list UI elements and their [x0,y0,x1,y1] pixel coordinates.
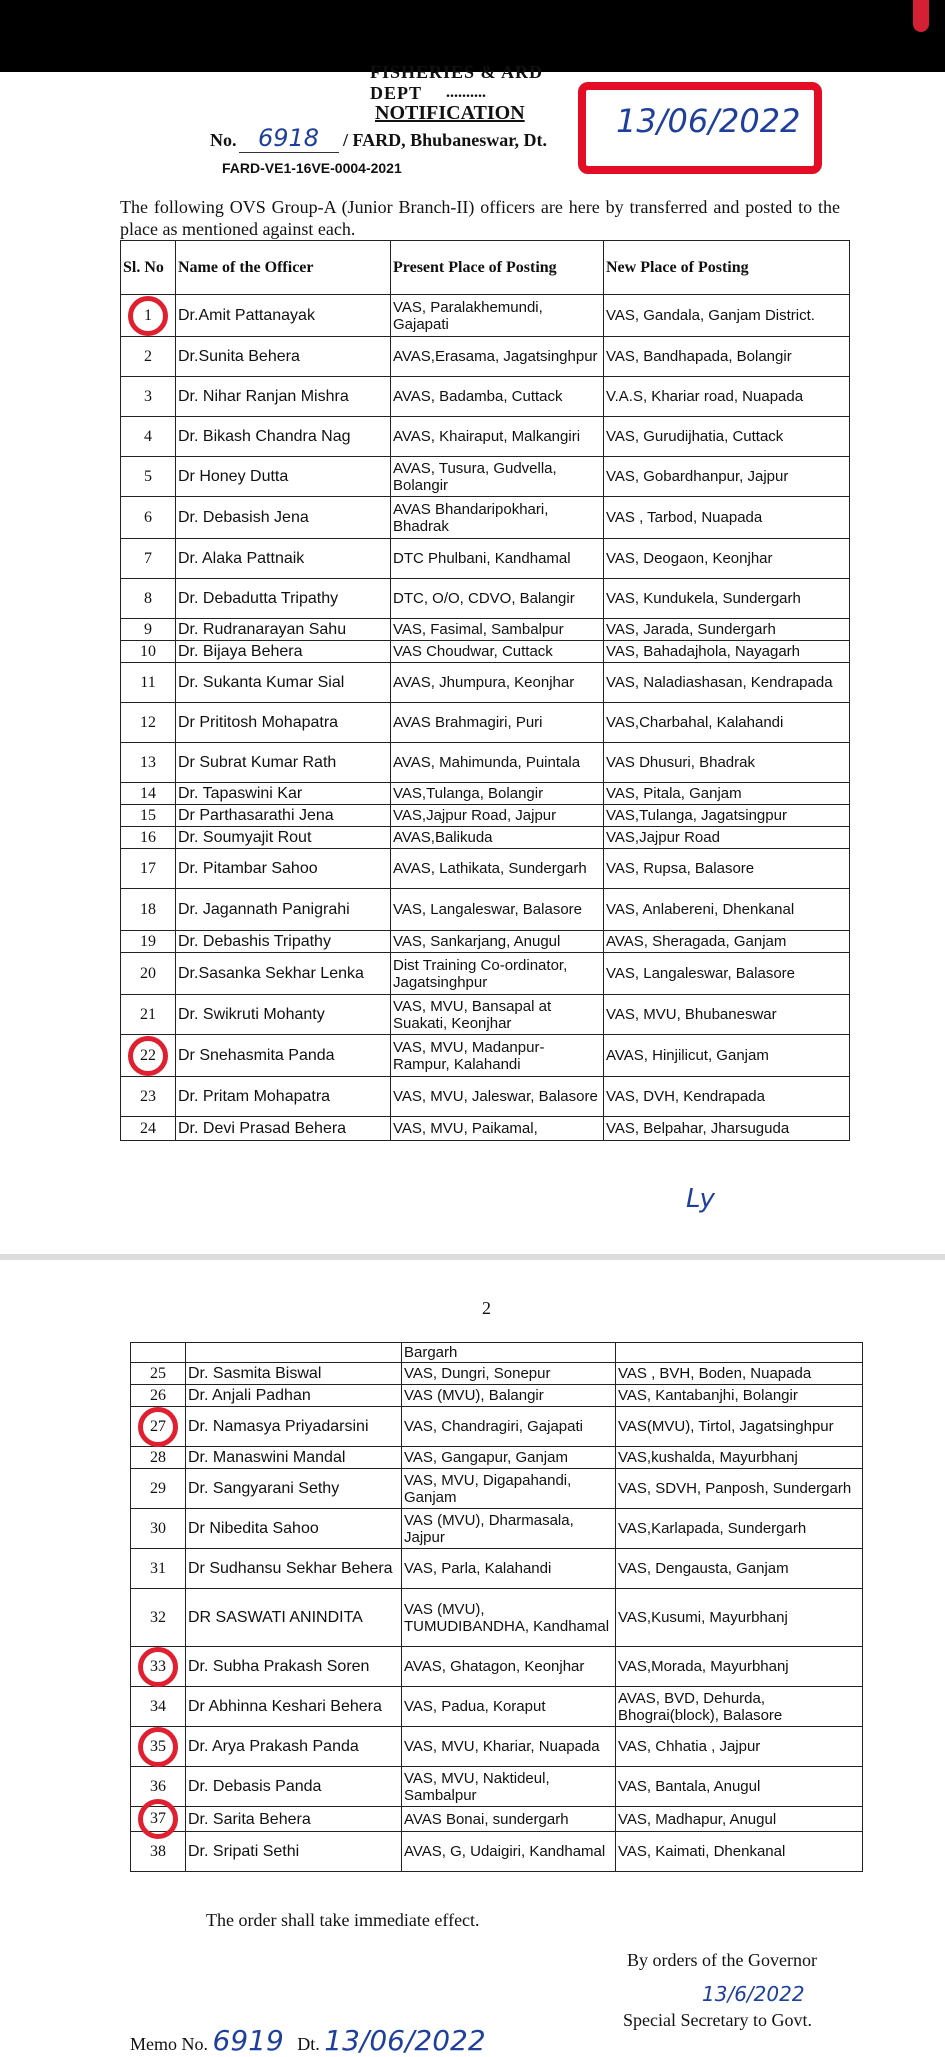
reference-code: FARD-VE1-16VE-0004-2021 [222,160,402,176]
present-posting: VAS, MVU, Digapahandi, Ganjam [402,1469,616,1509]
new-posting: VAS, Anlabereni, Dhenkanal [604,889,850,931]
new-posting: VAS, Kantabanjhi, Bolangir [616,1385,863,1407]
present-posting: VAS, Chandragiri, Gajapati [402,1407,616,1447]
order-statement: The order shall take immediate effect. [206,1910,480,1930]
table-header-row [121,241,850,295]
present-posting: VAS, Paralakhemundi, Gajapati [391,295,604,337]
present-posting: VAS, Padua, Koraput [402,1687,616,1727]
table-row [121,1077,850,1117]
officer-name: Dr Abhinna Keshari Behera [186,1687,402,1727]
present-posting: AVAS, G, Udaigiri, Kandhamal [402,1832,616,1872]
special-secretary-text: Special Secretary to Govt. [623,2010,812,2030]
sl-cell: 4 [121,417,176,457]
officer-name: Dr. Debadutta Tripathy [176,579,391,619]
officer-name: Dr.Sunita Behera [176,337,391,377]
sl-cell: 18 [121,889,176,931]
new-posting: VAS, Gandala, Ganjam District. [604,295,850,337]
officers-table-page1 [120,240,850,1141]
table-row [121,337,850,377]
officer-name: Dr. Bikash Chandra Nag [176,417,391,457]
officer-name: Dr. Pritam Mohapatra [176,1077,391,1117]
officer-name: Dr. Sukanta Kumar Sial [176,663,391,703]
notification-number: 6918 [239,124,339,153]
present-posting: AVAS, Tusura, Gudvella, Bolangir [391,457,604,497]
new-posting: VAS,Karlapada, Sundergarh [616,1509,863,1549]
sl-cell: 34 [131,1687,186,1727]
officer-name: Dr. Rudranarayan Sahu [176,619,391,641]
new-posting: VAS, Belpahar, Jharsuguda [604,1117,850,1141]
table-row [121,619,850,641]
sl-cell: 23 [121,1077,176,1117]
handwritten-date: 13/06/2022 [616,102,801,140]
sl-cell: 13 [121,743,176,783]
officer-name: Dr. Soumyajit Rout [176,827,391,849]
officer-name: Dr. Debasis Panda [186,1767,402,1807]
new-posting: VAS, Madhapur, Anugul [616,1807,863,1832]
table-row [121,641,850,663]
sl-cell [131,1407,186,1447]
new-posting: VAS, SDVH, Panposh, Sundergarh [616,1469,863,1509]
new-posting: VAS,Charbahal, Kalahandi [604,703,850,743]
sl-cell: 7 [121,539,176,579]
sl-cell: 10 [121,641,176,663]
new-posting: VAS, Chhatia , Jajpur [616,1727,863,1767]
officer-name: Dr Parthasarathi Jena [176,805,391,827]
new-posting: AVAS, Hinjilicut, Ganjam [604,1035,850,1077]
present-posting: AVAS, Jhumpura, Keonjhar [391,663,604,703]
header-slno: Sl. No [121,241,176,295]
table-row [131,1385,863,1407]
officer-name: Dr.Sasanka Sekhar Lenka [176,953,391,995]
new-posting: VAS, Dengausta, Ganjam [616,1549,863,1589]
present-posting: DTC Phulbani, Kandhamal [391,539,604,579]
new-posting: VAS, Kaimati, Dhenkanal [616,1832,863,1872]
officer-name: Dr. Debasish Jena [176,497,391,539]
officers-table-page2 [130,1342,863,1872]
new-posting: VAS, Gobardhanpur, Jajpur [604,457,850,497]
table-row [121,417,850,457]
table-row [121,377,850,417]
memo-line: Memo No. 6919 Dt. 13/06/2022 [130,2024,486,2057]
sl-cell: 19 [121,931,176,953]
red-scroll-mark [913,0,929,32]
present-posting: AVAS Bhandaripokhari, Bhadrak [391,497,604,539]
officer-name: Dr.Amit Pattanayak [176,295,391,337]
table-row [121,295,850,337]
table-row [121,539,850,579]
table-row [121,1035,850,1077]
sl-cell: 32 [131,1589,186,1647]
notification-number-line [210,124,547,153]
officer-name: Dr. Sasmita Biswal [186,1363,402,1385]
present-posting: VAS Choudwar, Cuttack [391,641,604,663]
present-posting: VAS (MVU), TUMUDIBANDHA, Kandhamal [402,1589,616,1647]
present-posting: AVAS Bonai, sundergarh [402,1807,616,1832]
table-row [121,849,850,889]
table-row [121,497,850,539]
memo-number: 6919 [212,2024,284,2057]
new-posting: VAS, Gurudijhatia, Cuttack [604,417,850,457]
header-present: Present Place of Posting [391,241,604,295]
signature-date: 13/6/2022 [702,1982,805,2006]
new-posting: VAS, Jarada, Sundergarh [604,619,850,641]
new-posting: VAS, Bandhapada, Bolangir [604,337,850,377]
present-posting: VAS, MVU, Madanpur-Rampur, Kalahandi [391,1035,604,1077]
sl-cell: 26 [131,1385,186,1407]
sl-cell: 21 [121,995,176,1035]
sl-cell: 5 [121,457,176,497]
document-page-1 [0,62,945,1254]
red-circle-annotation: 22 [128,1036,168,1076]
officer-name: Dr Snehasmita Panda [176,1035,391,1077]
officer-name: Dr. Jagannath Panigrahi [176,889,391,931]
officer-name: Dr. Arya Prakash Panda [186,1727,402,1767]
present-posting: VAS, Dungri, Sonepur [402,1363,616,1385]
sl-cell: 24 [121,1117,176,1141]
table-row [121,805,850,827]
new-posting: VAS, Langaleswar, Balasore [604,953,850,995]
table-row [131,1407,863,1447]
officer-name: Dr. Anjali Padhan [186,1385,402,1407]
new-posting: VAS, Rupsa, Balasore [604,849,850,889]
sl-cell: 30 [131,1509,186,1549]
new-posting: AVAS, BVD, Dehurda, Bhograi(block), Balasore [616,1687,863,1727]
new-posting: V.A.S, Khariar road, Nuapada [604,377,850,417]
officer-name: Dr Prititosh Mohapatra [176,703,391,743]
present-posting: VAS, MVU, Bansapal at Suakati, Keonjhar [391,995,604,1035]
table-row [121,579,850,619]
table-row [121,663,850,703]
present-posting: AVAS, Ghatagon, Keonjhar [402,1647,616,1687]
sl-cell: 36 [131,1767,186,1807]
present-posting: VAS, MVU, Jaleswar, Balasore [391,1077,604,1117]
sl-cell [121,1035,176,1077]
officer-name: DR SASWATI ANINDITA [186,1589,402,1647]
sl-cell: 28 [131,1447,186,1469]
new-posting: VAS, MVU, Bhubaneswar [604,995,850,1035]
present-posting: VAS (MVU), Balangir [402,1385,616,1407]
sl-cell: 16 [121,827,176,849]
red-circle-annotation: 1 [128,296,168,336]
table-row [131,1832,863,1872]
table-row [131,1687,863,1727]
new-posting: VAS,Tulanga, Jagatsingpur [604,805,850,827]
officer-name: Dr. Sangyarani Sethy [186,1469,402,1509]
table-row [121,783,850,805]
sl-cell: 12 [121,703,176,743]
sl-cell: 17 [121,849,176,889]
officer-name: Dr. Nihar Ranjan Mishra [176,377,391,417]
present-posting: VAS, Parla, Kalahandi [402,1549,616,1589]
new-posting: VAS , BVH, Boden, Nuapada [616,1363,863,1385]
officer-name: Dr. Namasya Priyadarsini [186,1407,402,1447]
present-posting: AVAS, Lathikata, Sundergarh [391,849,604,889]
sl-cell: 14 [121,783,176,805]
new-posting: VAS, Deogaon, Keonjhar [604,539,850,579]
header-dots: .......... [446,84,486,101]
new-posting: VAS Dhusuri, Bhadrak [604,743,850,783]
present-posting: AVAS,Balikuda [391,827,604,849]
table-row [131,1549,863,1589]
officer-name: Dr. Manaswini Mandal [186,1447,402,1469]
sl-cell: 6 [121,497,176,539]
present-posting: VAS, MVU, Naktideul, Sambalpur [402,1767,616,1807]
sl-cell [131,1647,186,1687]
sl-cell: 29 [131,1469,186,1509]
memo-date: 13/06/2022 [324,2024,486,2057]
officer-name: Dr Honey Dutta [176,457,391,497]
table-row [121,457,850,497]
officer-name: Dr Nibedita Sahoo [186,1509,402,1549]
sl-cell: 2 [121,337,176,377]
by-orders-text: By orders of the Governor [627,1950,817,1970]
page-number: 2 [482,1298,491,1318]
notification-title: NOTIFICATION [375,102,525,124]
table-row [131,1807,863,1832]
sl-cell [121,295,176,337]
red-circle-annotation: 33 [138,1647,178,1687]
no-prefix: No. [210,130,237,150]
sl-cell [131,1807,186,1832]
officer-name: Dr. Swikruti Mohanty [176,995,391,1035]
table-row [121,827,850,849]
officer-name: Dr. Pitambar Sahoo [176,849,391,889]
new-posting: VAS,Kusumi, Mayurbhanj [616,1589,863,1647]
table-row [121,931,850,953]
present-posting: AVAS Brahmagiri, Puri [391,703,604,743]
present-posting: VAS, MVU, Khariar, Nuapada [402,1727,616,1767]
new-posting: VAS,kushalda, Mayurbhanj [616,1447,863,1469]
continuation-cell: Bargarh [402,1343,616,1363]
table-row [121,995,850,1035]
red-circle-annotation: 37 [138,1799,178,1839]
present-posting: VAS, Fasimal, Sambalpur [391,619,604,641]
officer-name: Dr. Sarita Behera [186,1807,402,1832]
cropped-office-header: FISHERIES & ARD DEPT [370,62,544,103]
sl-cell: 8 [121,579,176,619]
table-row [131,1647,863,1687]
new-posting: VAS,Jajpur Road [604,827,850,849]
sl-cell: 15 [121,805,176,827]
table-row [121,743,850,783]
present-posting: DTC, O/O, CDVO, Balangir [391,579,604,619]
officer-name: Dr Sudhansu Sekhar Behera [186,1549,402,1589]
date-highlight-box [578,82,822,174]
present-posting: AVAS, Mahimunda, Puintala [391,743,604,783]
new-posting: VAS(MVU), Tirtol, Jagatsinghpur [616,1407,863,1447]
table-row [121,1117,850,1141]
present-posting: VAS, Sankarjang, Anugul [391,931,604,953]
present-posting: VAS, MVU, Paikamal, [391,1117,604,1141]
officer-name: Dr Subrat Kumar Rath [176,743,391,783]
officer-name: Dr. Devi Prasad Behera [176,1117,391,1141]
header-officer: Name of the Officer [176,241,391,295]
new-posting: VAS, Bantala, Anugul [616,1767,863,1807]
table-row [121,889,850,931]
present-posting: AVAS, Badamba, Cuttack [391,377,604,417]
present-posting: VAS,Jajpur Road, Jajpur [391,805,604,827]
sl-cell: 31 [131,1549,186,1589]
table-row [131,1509,863,1549]
new-posting: VAS, Naladiashasan, Kendrapada [604,663,850,703]
new-posting: VAS, Bahadajhola, Nayagarh [604,641,850,663]
table-row [131,1727,863,1767]
present-posting: VAS, Gangapur, Ganjam [402,1447,616,1469]
sl-cell: 3 [121,377,176,417]
present-posting: VAS,Tulanga, Bolangir [391,783,604,805]
sl-cell: 9 [121,619,176,641]
sl-cell: 20 [121,953,176,995]
red-circle-annotation: 35 [138,1727,178,1767]
table-row [131,1363,863,1385]
officer-name: Dr. Alaka Pattnaik [176,539,391,579]
new-posting: VAS,Morada, Mayurbhanj [616,1647,863,1687]
sl-cell: 25 [131,1363,186,1385]
present-posting: Dist Training Co-ordinator, Jagatsinghpur [391,953,604,995]
initial-signature: Ly [686,1184,715,1214]
sl-cell: 11 [121,663,176,703]
officer-name: Dr. Subha Prakash Soren [186,1647,402,1687]
officer-name: Dr. Tapaswini Kar [176,783,391,805]
table-row [121,953,850,995]
present-posting: AVAS, Khairaput, Malkangiri [391,417,604,457]
table-row [131,1469,863,1509]
table-row [131,1447,863,1469]
new-posting: VAS, Kundukela, Sundergarh [604,579,850,619]
document-page-2 [0,1260,945,2057]
table-row [121,703,850,743]
new-posting: VAS , Tarbod, Nuapada [604,497,850,539]
new-posting: AVAS, Sheragada, Ganjam [604,931,850,953]
present-posting: AVAS,Erasama, Jagatsinghpur [391,337,604,377]
officer-name: Dr. Debashis Tripathy [176,931,391,953]
present-posting: VAS, Langaleswar, Balasore [391,889,604,931]
sl-cell [131,1727,186,1767]
continuation-row [131,1343,863,1363]
officer-name: Dr. Sripati Sethi [186,1832,402,1872]
table-row [131,1589,863,1647]
table-row [131,1767,863,1807]
sl-cell: 38 [131,1832,186,1872]
new-posting: VAS, Pitala, Ganjam [604,783,850,805]
officer-name: Dr. Bijaya Behera [176,641,391,663]
red-circle-annotation: 27 [138,1407,178,1447]
new-posting: VAS, DVH, Kendrapada [604,1077,850,1117]
no-suffix: / FARD, Bhubaneswar, Dt. [343,130,548,150]
header-new: New Place of Posting [604,241,850,295]
present-posting: VAS (MVU), Dharmasala, Jajpur [402,1509,616,1549]
intro-paragraph: The following OVS Group-A (Junior Branch-II) officers are here by transferred and posted to the place as mentioned against each. [120,197,840,239]
